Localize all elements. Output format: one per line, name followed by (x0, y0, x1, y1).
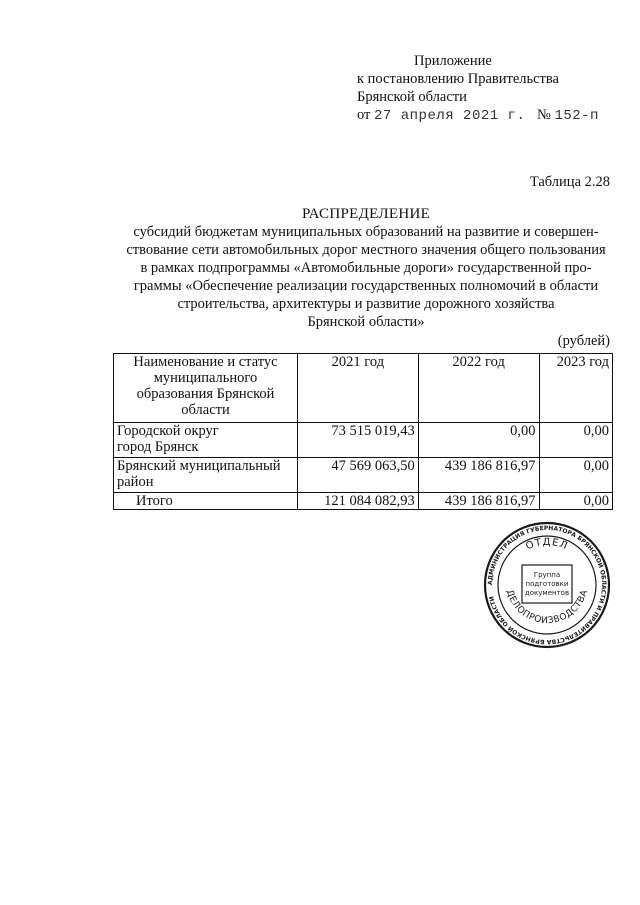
table-label: Таблица 2.28 (529, 174, 610, 190)
title-line: в рамках подпрограммы «Автомобильные дороги» государственной про- (140, 260, 592, 276)
seal-dept-bottom: ДЕЛОПРОИЗВОДСТВА (503, 588, 591, 627)
units-label: (рублей) (557, 333, 610, 349)
title-line: ствование сети автомобильных дорог местного значения общего пользования (126, 242, 606, 258)
total-2021: 121 084 082,93 (298, 493, 419, 510)
seal-center-line: документов (524, 589, 570, 597)
appendix-date-line (357, 106, 599, 125)
table-row (114, 458, 613, 493)
value-2022: 0,00 (418, 423, 539, 458)
municipality-name: Брянский муниципальный район (114, 458, 298, 493)
column-header-name: Наименование и статус муниципального образования Брянской области (114, 354, 298, 423)
appendix-title: Приложение (414, 53, 492, 69)
seal-dept-top: ОТДЕЛ (524, 536, 570, 553)
appendix-header (357, 52, 599, 125)
seal-outer-text: АДМИНИСТРАЦИЯ ГУБЕРНАТОРА БРЯНСКОЙ ОБЛАСТИ И ПРАВИТЕЛЬСТВА БРЯНСКОЙ ОБЛАСТИ (486, 524, 608, 646)
municipality-name: Городской округ город Брянск (114, 423, 298, 458)
value-2023: 0,00 (539, 423, 613, 458)
title-line: граммы «Обеспечение реализации государственных полномочий в области (133, 278, 599, 294)
value-2022: 439 186 816,97 (418, 458, 539, 493)
title-line: субсидий бюджетам муниципальных образований на развитие и совершен- (133, 224, 599, 240)
appendix-region: Брянской области (357, 89, 467, 105)
decree-date: 27 апреля 2021 г. (374, 108, 526, 124)
column-header-2022: 2022 год (418, 354, 539, 423)
column-header-2021: 2021 год (298, 354, 419, 423)
number-label: № (536, 107, 551, 123)
official-seal (482, 520, 612, 650)
seal-center-line: Группа (533, 571, 561, 579)
table-total-row (114, 493, 613, 510)
title-line: Брянской области» (307, 314, 425, 330)
value-2021: 73 515 019,43 (298, 423, 419, 458)
column-header-2023: 2023 год (539, 354, 613, 423)
total-2023: 0,00 (539, 493, 613, 510)
document-title (110, 205, 622, 331)
title-line: строительства, архитектуры и развитие дорожного хозяйства (177, 296, 555, 312)
table-row (114, 423, 613, 458)
title-heading: РАСПРЕДЕЛЕНИЕ (301, 206, 431, 222)
table-header-row (114, 354, 613, 423)
appendix-decree-ref: к постановлению Правительства (357, 71, 559, 87)
total-2022: 439 186 816,97 (418, 493, 539, 510)
decree-number: 152-п (554, 108, 599, 124)
seal-center-line: подготовки (525, 580, 569, 588)
value-2023: 0,00 (539, 458, 613, 493)
date-prefix: от (357, 107, 371, 123)
distribution-table (113, 353, 613, 510)
total-label: Итого (114, 493, 298, 510)
value-2021: 47 569 063,50 (298, 458, 419, 493)
